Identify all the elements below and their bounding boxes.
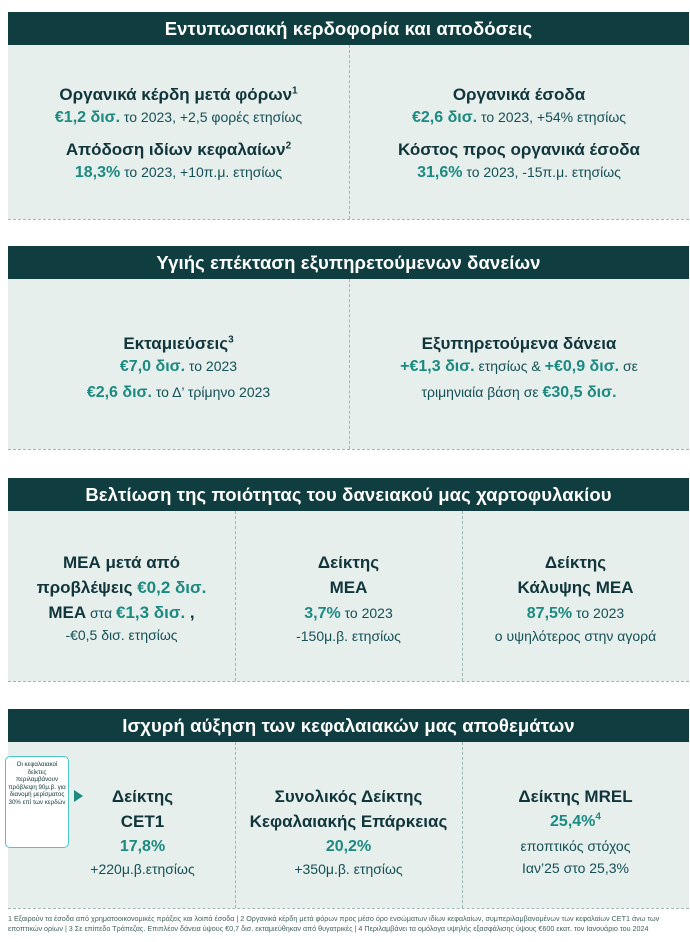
section-divider [8,449,689,450]
metric-value: €0,2 δισ. [137,578,207,597]
metric-detail: το 2023, +54% ετησίως [477,109,627,125]
metric-title: Απόδοση ιδίων κεφαλαίων [65,140,286,159]
section-divider [8,681,689,682]
metric-detail: το 2023, +2,5 φορές ετησίως [120,109,303,125]
metric-detail: εποπτικός στόχος [520,838,631,854]
metric-title: Κόστος προς οργανικά έσοδα [398,140,640,159]
metric-title: Κεφαλαιακής Επάρκειας [249,812,448,831]
metric-detail: σε [619,358,638,374]
metric-value: 87,5% [526,605,573,622]
metric-detail: το Δ’ τρίμηνο 2023 [151,384,271,400]
metric-detail: +220μ.β.ετησίως [90,861,195,877]
metric-organic-profit [8,84,349,184]
footnote-ref: 4 [595,811,601,823]
metric-title: Δείκτης [544,553,607,572]
metric-detail: το 2023 [185,358,238,374]
metric-title: Κάλυψης ΜΕΑ [517,578,634,597]
metric-npe-coverage [462,552,689,647]
metric-organic-revenue [349,84,689,184]
metric-value: €2,6 δισ. [86,384,152,401]
metric-value: 17,8% [119,838,166,855]
metric-detail: ετησίως & [474,358,545,374]
metric-value: 25,4% [550,813,596,830]
metric-npe-ratio [235,552,462,647]
section-title-capital [8,709,689,742]
metric-detail: Ιαν’25 στο 25,3% [522,860,629,876]
metric-title: Συνολικός Δείκτης [274,787,423,806]
metric-detail: το 2023, -15π.μ. ετησίως [462,164,621,180]
metric-value: 18,3% [74,164,121,181]
section-title-profitability [8,12,689,45]
section-divider [8,219,689,220]
metric-performing-loans [349,333,689,404]
section-title-text: Βελτίωση της ποιότητας του δανειακού μας χαρτοφυλακίου [85,483,612,505]
metric-value: €1,3 δισ. [115,603,186,622]
dividend-provision-note: Οι κεφαλαιακοί δείκτες περιλαμβάνουν πρόβλεψη 90μ.β. για διανομή μερίσματος 30% επί των κερδών [5,756,69,848]
metric-detail: , [185,603,195,622]
metric-title: ΜΕΑ [329,578,368,597]
metric-title: Εξυπηρετούμενα δάνεια [421,334,617,353]
metric-value: €7,0 δισ. [119,358,186,375]
metric-title: Δείκτης [317,553,380,572]
metric-detail: -€0,5 δισ. ετησίως [65,627,178,643]
metric-value: 20,2% [325,838,372,855]
metric-total-capital-ratio [235,786,462,880]
metric-value: €1,2 δισ. [54,109,121,126]
metric-title: προβλέψεις [36,578,138,597]
metric-title: Εκταμιεύσεις [123,334,229,353]
footnote-ref: 2 [285,140,292,152]
metric-detail: το 2023 [340,605,393,621]
metric-detail: το 2023, +10π.μ. ετησίως [120,164,283,180]
section-divider [8,908,689,909]
metric-value: 31,6% [417,164,463,181]
metric-value: €30,5 δισ. [542,384,617,401]
section-title-text: Ισχυρή αύξηση των κεφαλαιακών μας αποθεμάτων [122,714,575,736]
metric-title: ΜΕΑ μετά από [62,553,181,572]
metric-detail: το 2023 [572,605,625,621]
metric-detail: ο υψηλότερος στην αγορά [494,628,657,644]
metric-detail: στα [86,605,116,621]
metric-detail: -150μ.β. ετησίως [296,628,401,644]
metric-title: Οργανικά κέρδη μετά φόρων [59,85,293,104]
footnote-ref: 1 [292,85,298,97]
footnote-ref: 3 [228,334,234,346]
footnotes: 1 Εξαιρούν τα έσοδα από χρηματοοικονομικές πράξεις και λοιπά έσοδα | 2 Οργανικά κέρδη μετά φόρων προς μέσο όρο ενσώματων ιδίων κεφαλαίων, συμπεριλαμβανομένων των κεφαλαίων CET1 άνω των εποπτικών ορίων | 3 Σε επίπεδο Τράπεζας. Επιπλέον δάνεια ύψους €0,7 δισ. εκταμιεύθηκαν από θυγατρικές | 4 Περιλαμβάνει τα ομόλογα υψηλής εξασφάλισης ύψους €600 εκατ. τον Ιανουάριο του 2024 [8,914,660,933]
section-title-text: Υγιής επέκταση εξυπηρετούμενων δανείων [156,251,541,273]
metric-title: Δείκτης [111,787,174,806]
metric-value: €2,6 δισ. [411,109,478,126]
metric-detail: τριμηνιαία βάση σε [421,384,543,400]
metric-value: +€1,3 δισ. [400,358,475,375]
section-title-loans [8,246,689,279]
section-title-text: Εντυπωσιακή κερδοφορία και αποδόσεις [164,17,533,39]
metric-title: CET1 [120,812,165,831]
metric-title: Οργανικά έσοδα [452,85,586,104]
section-title-asset-quality [8,478,689,511]
metric-npe-after-provisions [8,552,235,646]
metric-value: +€0,9 δισ. [544,358,620,375]
metric-cet1-ratio [50,786,235,880]
metric-mrel-ratio [462,786,689,879]
metric-title: ΜΕΑ [48,603,87,622]
metric-value: 3,7% [304,605,341,622]
metric-detail: +350μ.β. ετησίως [294,861,403,877]
metric-disbursements [8,333,349,404]
metric-title: Δείκτης MREL [518,787,633,806]
